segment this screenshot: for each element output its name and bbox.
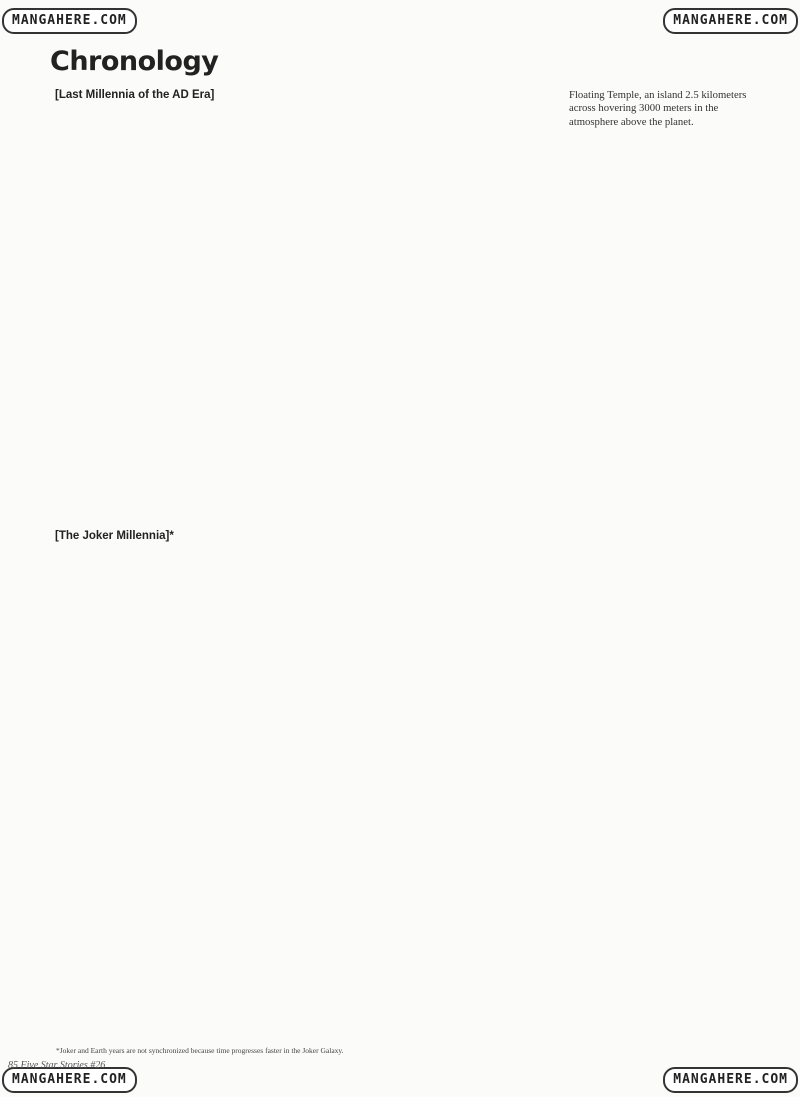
- watermark-top-left: MANGAHERE.COM: [2, 8, 137, 34]
- page-label: 85 Five Star Stories #26: [8, 1060, 106, 1071]
- footnote: *Joker and Earth years are not synchronized because time progresses faster in the Joker Galaxy.: [56, 1046, 344, 1055]
- watermark-bottom-right: MANGAHERE.COM: [663, 1067, 798, 1093]
- section-heading-ad-era: [Last Millennia of the AD Era]: [55, 89, 215, 101]
- watermark-top-right: MANGAHERE.COM: [663, 8, 798, 34]
- watermark-bottom-left: MANGAHERE.COM: [2, 1067, 137, 1093]
- section-heading-joker-millennia: [The Joker Millennia]*: [55, 530, 174, 542]
- column-3-intro: Floating Temple, an island 2.5 kilometers across hovering 3000 meters in the atmosphere above the planet.: [569, 89, 747, 128]
- page-title: Chronology: [50, 46, 219, 77]
